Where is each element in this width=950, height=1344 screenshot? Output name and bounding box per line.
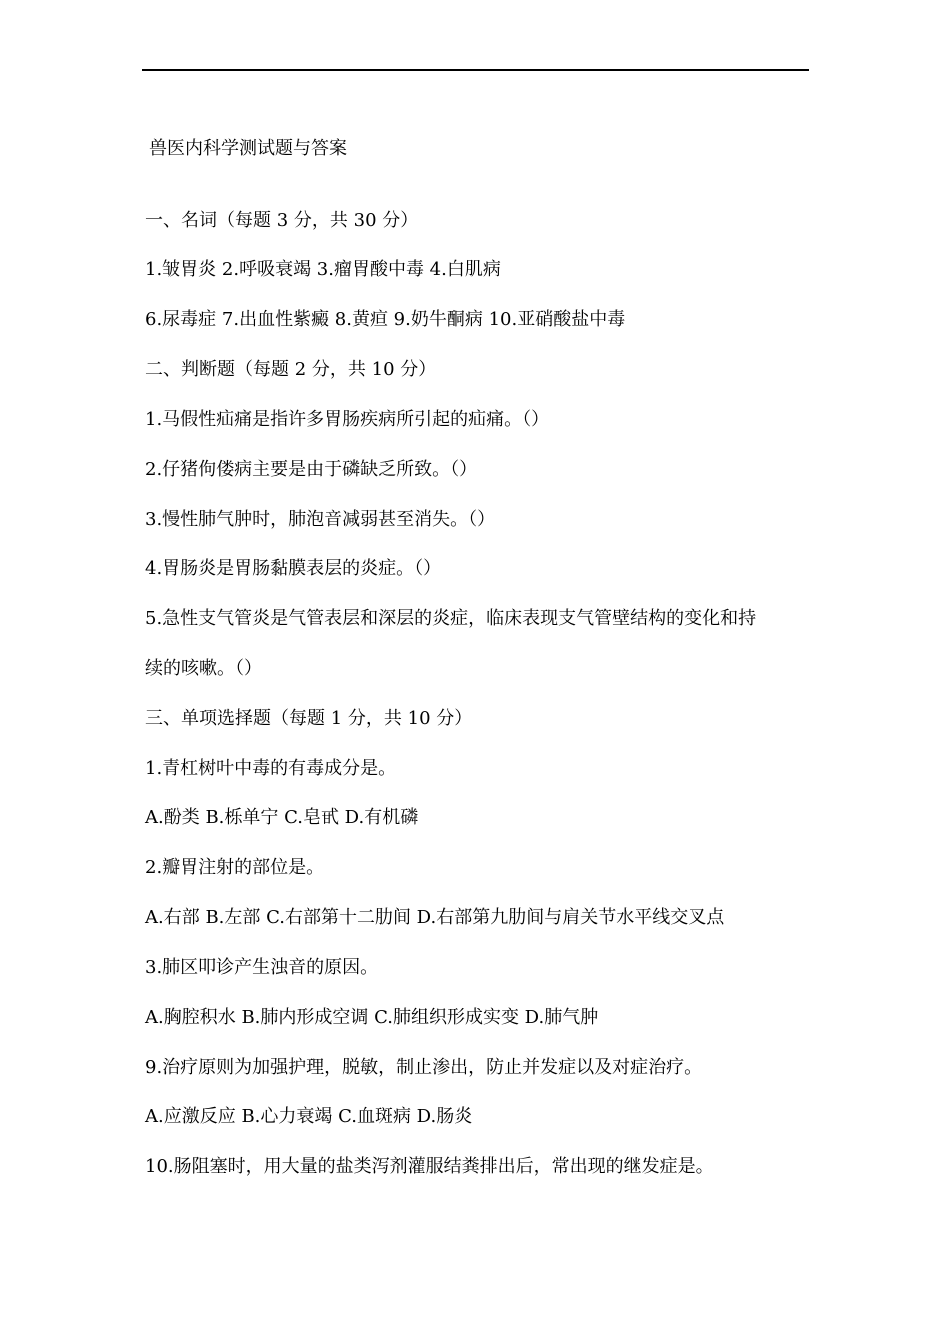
text-line: A.酚类 B.栎单宁 C.皂甙 D.有机磷 bbox=[145, 807, 419, 828]
text-line: 4.胃肠炎是胃肠黏膜表层的炎症。（） bbox=[145, 558, 442, 579]
section-heading-judgment: 二、判断题（每题 2 分，共 10 分） bbox=[145, 359, 437, 380]
text-line: 3.慢性肺气肿时，肺泡音减弱甚至消失。（） bbox=[145, 509, 496, 530]
text-line: 1.皱胃炎 2.呼吸衰竭 3.瘤胃酸中毒 4.白肌病 bbox=[145, 259, 501, 280]
text-line: 1.青杠树叶中毒的有毒成分是。 bbox=[145, 758, 397, 779]
document-title: 兽医内科学测试题与答案 bbox=[149, 138, 347, 159]
section-heading-terms: 一、名词（每题 3 分，共 30 分） bbox=[145, 210, 419, 231]
header-rule bbox=[142, 69, 809, 71]
text-line: 10.肠阻塞时，用大量的盐类泻剂灌服结粪排出后，常出现的继发症是。 bbox=[145, 1156, 714, 1177]
text-line: 9.治疗原则为加强护理，脱敏，制止渗出，防止并发症以及对症治疗。 bbox=[145, 1057, 703, 1078]
text-line: 6.尿毒症 7.出血性紫癜 8.黄疸 9.奶牛酮病 10.亚硝酸盐中毒 bbox=[145, 309, 626, 330]
section-heading-single-choice: 三、单项选择题（每题 1 分，共 10 分） bbox=[145, 708, 473, 729]
text-line: A.应激反应 B.心力衰竭 C.血斑病 D.肠炎 bbox=[145, 1106, 473, 1127]
text-line: 续的咳嗽。（） bbox=[145, 658, 262, 679]
text-line: 1.马假性疝痛是指许多胃肠疾病所引起的疝痛。（） bbox=[145, 409, 550, 430]
text-line: 2.仔猪佝偻病主要是由于磷缺乏所致。（） bbox=[145, 459, 478, 480]
text-line: 5.急性支气管炎是气管表层和深层的炎症，临床表现支气管壁结构的变化和持 bbox=[145, 608, 757, 629]
text-line: 2.瓣胃注射的部位是。 bbox=[145, 857, 325, 878]
text-line: 3.肺区叩诊产生浊音的原因。 bbox=[145, 957, 379, 978]
text-line: A.胸腔积水 B.肺内形成空调 C.肺组织形成实变 D.肺气肿 bbox=[145, 1007, 599, 1028]
text-line: A.右部 B.左部 C.右部第十二肋间 D.右部第九肋间与肩关节水平线交叉点 bbox=[145, 907, 725, 928]
